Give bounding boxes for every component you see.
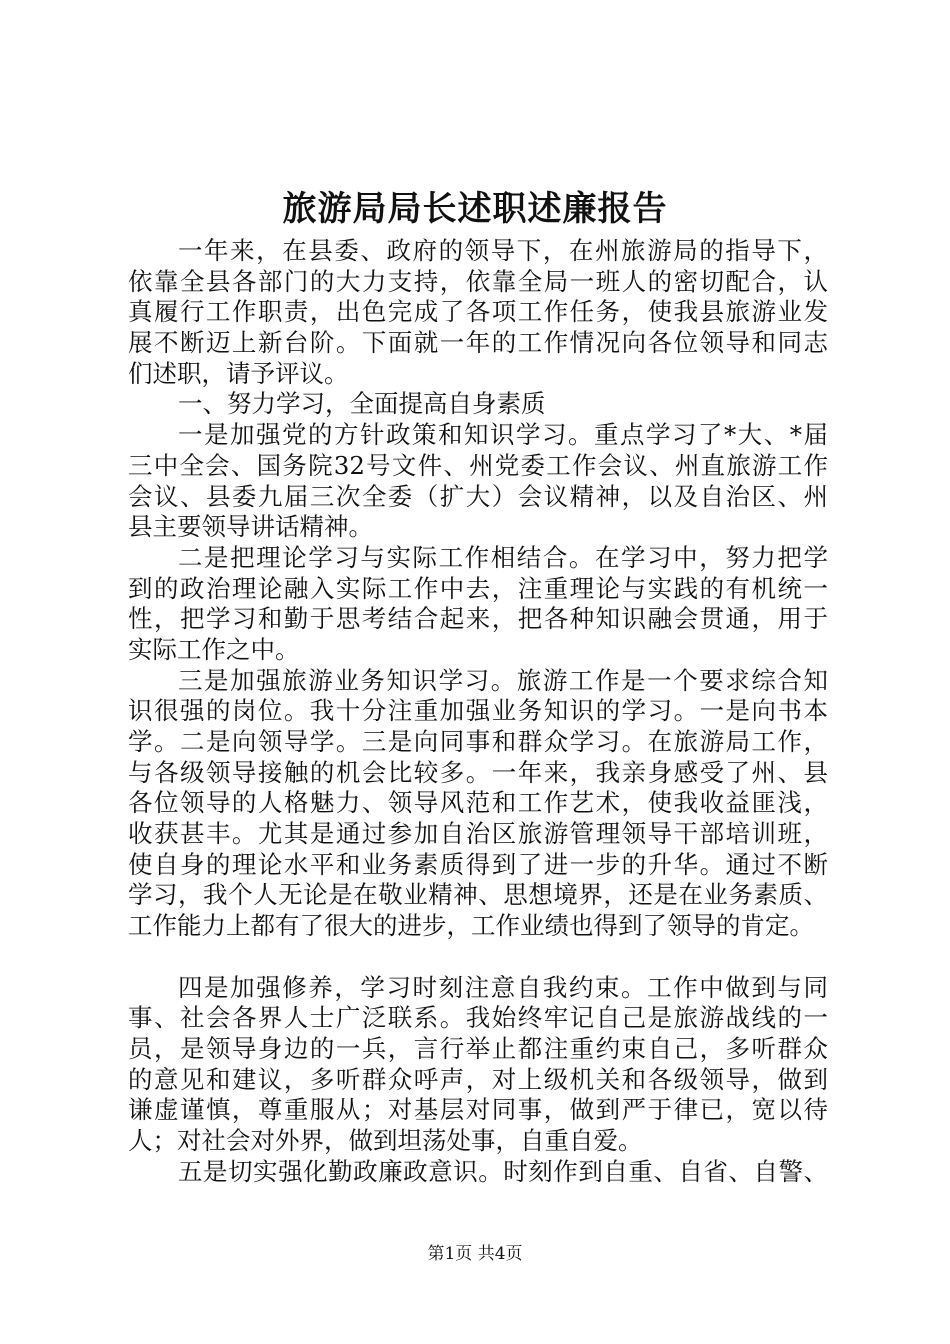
text-line: 事、社会各界人士广泛联系。我始终牢记自己是旅游战线的一 <box>128 1003 828 1033</box>
text-line: 使自身的理论水平和业务素质得到了进一步的升华。通过不断 <box>128 849 828 879</box>
text-line: 识很强的岗位。我十分注重加强业务知识的学习。一是向书本 <box>128 696 828 726</box>
document-title: 旅游局局长述职述廉报告 <box>282 189 668 229</box>
text-line: 学。二是向领导学。三是向同事和群众学习。在旅游局工作， <box>128 727 828 756</box>
text-line: 工作能力上都有了很大的进步，工作业绩也得到了领导的肯定。 <box>128 911 814 941</box>
text-line: 实际工作之中。 <box>128 634 300 664</box>
text-line: 的意见和建议，多听群众呼声，对上级机关和各级领导，做到 <box>128 1064 828 1094</box>
text-line: 与各级领导接触的机会比较多。一年来，我亲身感受了州、县 <box>128 757 828 787</box>
text-line: 依靠全县各部门的大力支持，依靠全局一班人的密切配合，认 <box>128 266 828 296</box>
text-line: 县主要领导讲话精神。 <box>128 512 373 542</box>
text-line: 一是加强党的方针政策和知识学习。重点学习了*大、*届 <box>178 420 828 450</box>
text-line: 人；对社会对外界，做到坦荡处事，自重自爱。 <box>128 1125 643 1155</box>
text-line: 到的政治理论融入实际工作中去，注重理论与实践的有机统一 <box>128 573 828 603</box>
text-line: 会议、县委九届三次全委（扩大）会议精神，以及自治区、州 <box>128 481 828 511</box>
text-line: 各位领导的人格魅力、领导风范和工作艺术，使我收益匪浅， <box>128 788 828 818</box>
text-line: 三是加强旅游业务知识学习。旅游工作是一个要求综合知 <box>178 665 828 695</box>
text-line: 一年来，在县委、政府的领导下，在州旅游局的指导下， <box>178 236 828 265</box>
text-line: 四是加强修养，学习时刻注意自我约束。工作中做到与同 <box>178 972 828 1002</box>
text-line: 展不断迈上新台阶。下面就一年的工作情况向各位领导和同志 <box>128 328 828 358</box>
text-line: 员，是领导身边的一兵，言行举止都注重约束自己，多听群众 <box>128 1033 828 1063</box>
text-line: 学习，我个人无论是在敬业精神、思想境界，还是在业务素质、 <box>128 880 828 910</box>
text-line: 真履行工作职责，出色完成了各项工作任务，使我县旅游业发 <box>128 297 828 327</box>
text-line: 们述职，请予评议。 <box>128 358 349 388</box>
text-line: 三中全会、国务院32号文件、州党委工作会议、州直旅游工作 <box>128 450 828 480</box>
document-body <box>128 236 828 1187</box>
text-line: 二是把理论学习与实际工作相结合。在学习中，努力把学 <box>178 542 828 572</box>
blank-line <box>128 942 828 973</box>
section-heading: 一、努力学习，全面提高自身素质 <box>178 389 546 419</box>
text-line: 谦虚谨慎，尊重服从；对基层对同事，做到严于律已，宽以待 <box>128 1095 828 1125</box>
text-line: 性，把学习和勤于思考结合起来，把各种知识融会贯通，用于 <box>128 604 828 634</box>
page-footer: 第1页 共4页 <box>427 1244 523 1264</box>
text-line: 五是切实强化勤政廉政意识。时刻作到自重、自省、自警、 <box>178 1156 828 1186</box>
text-line: 收获甚丰。尤其是通过参加自治区旅游管理领导干部培训班， <box>128 819 828 849</box>
